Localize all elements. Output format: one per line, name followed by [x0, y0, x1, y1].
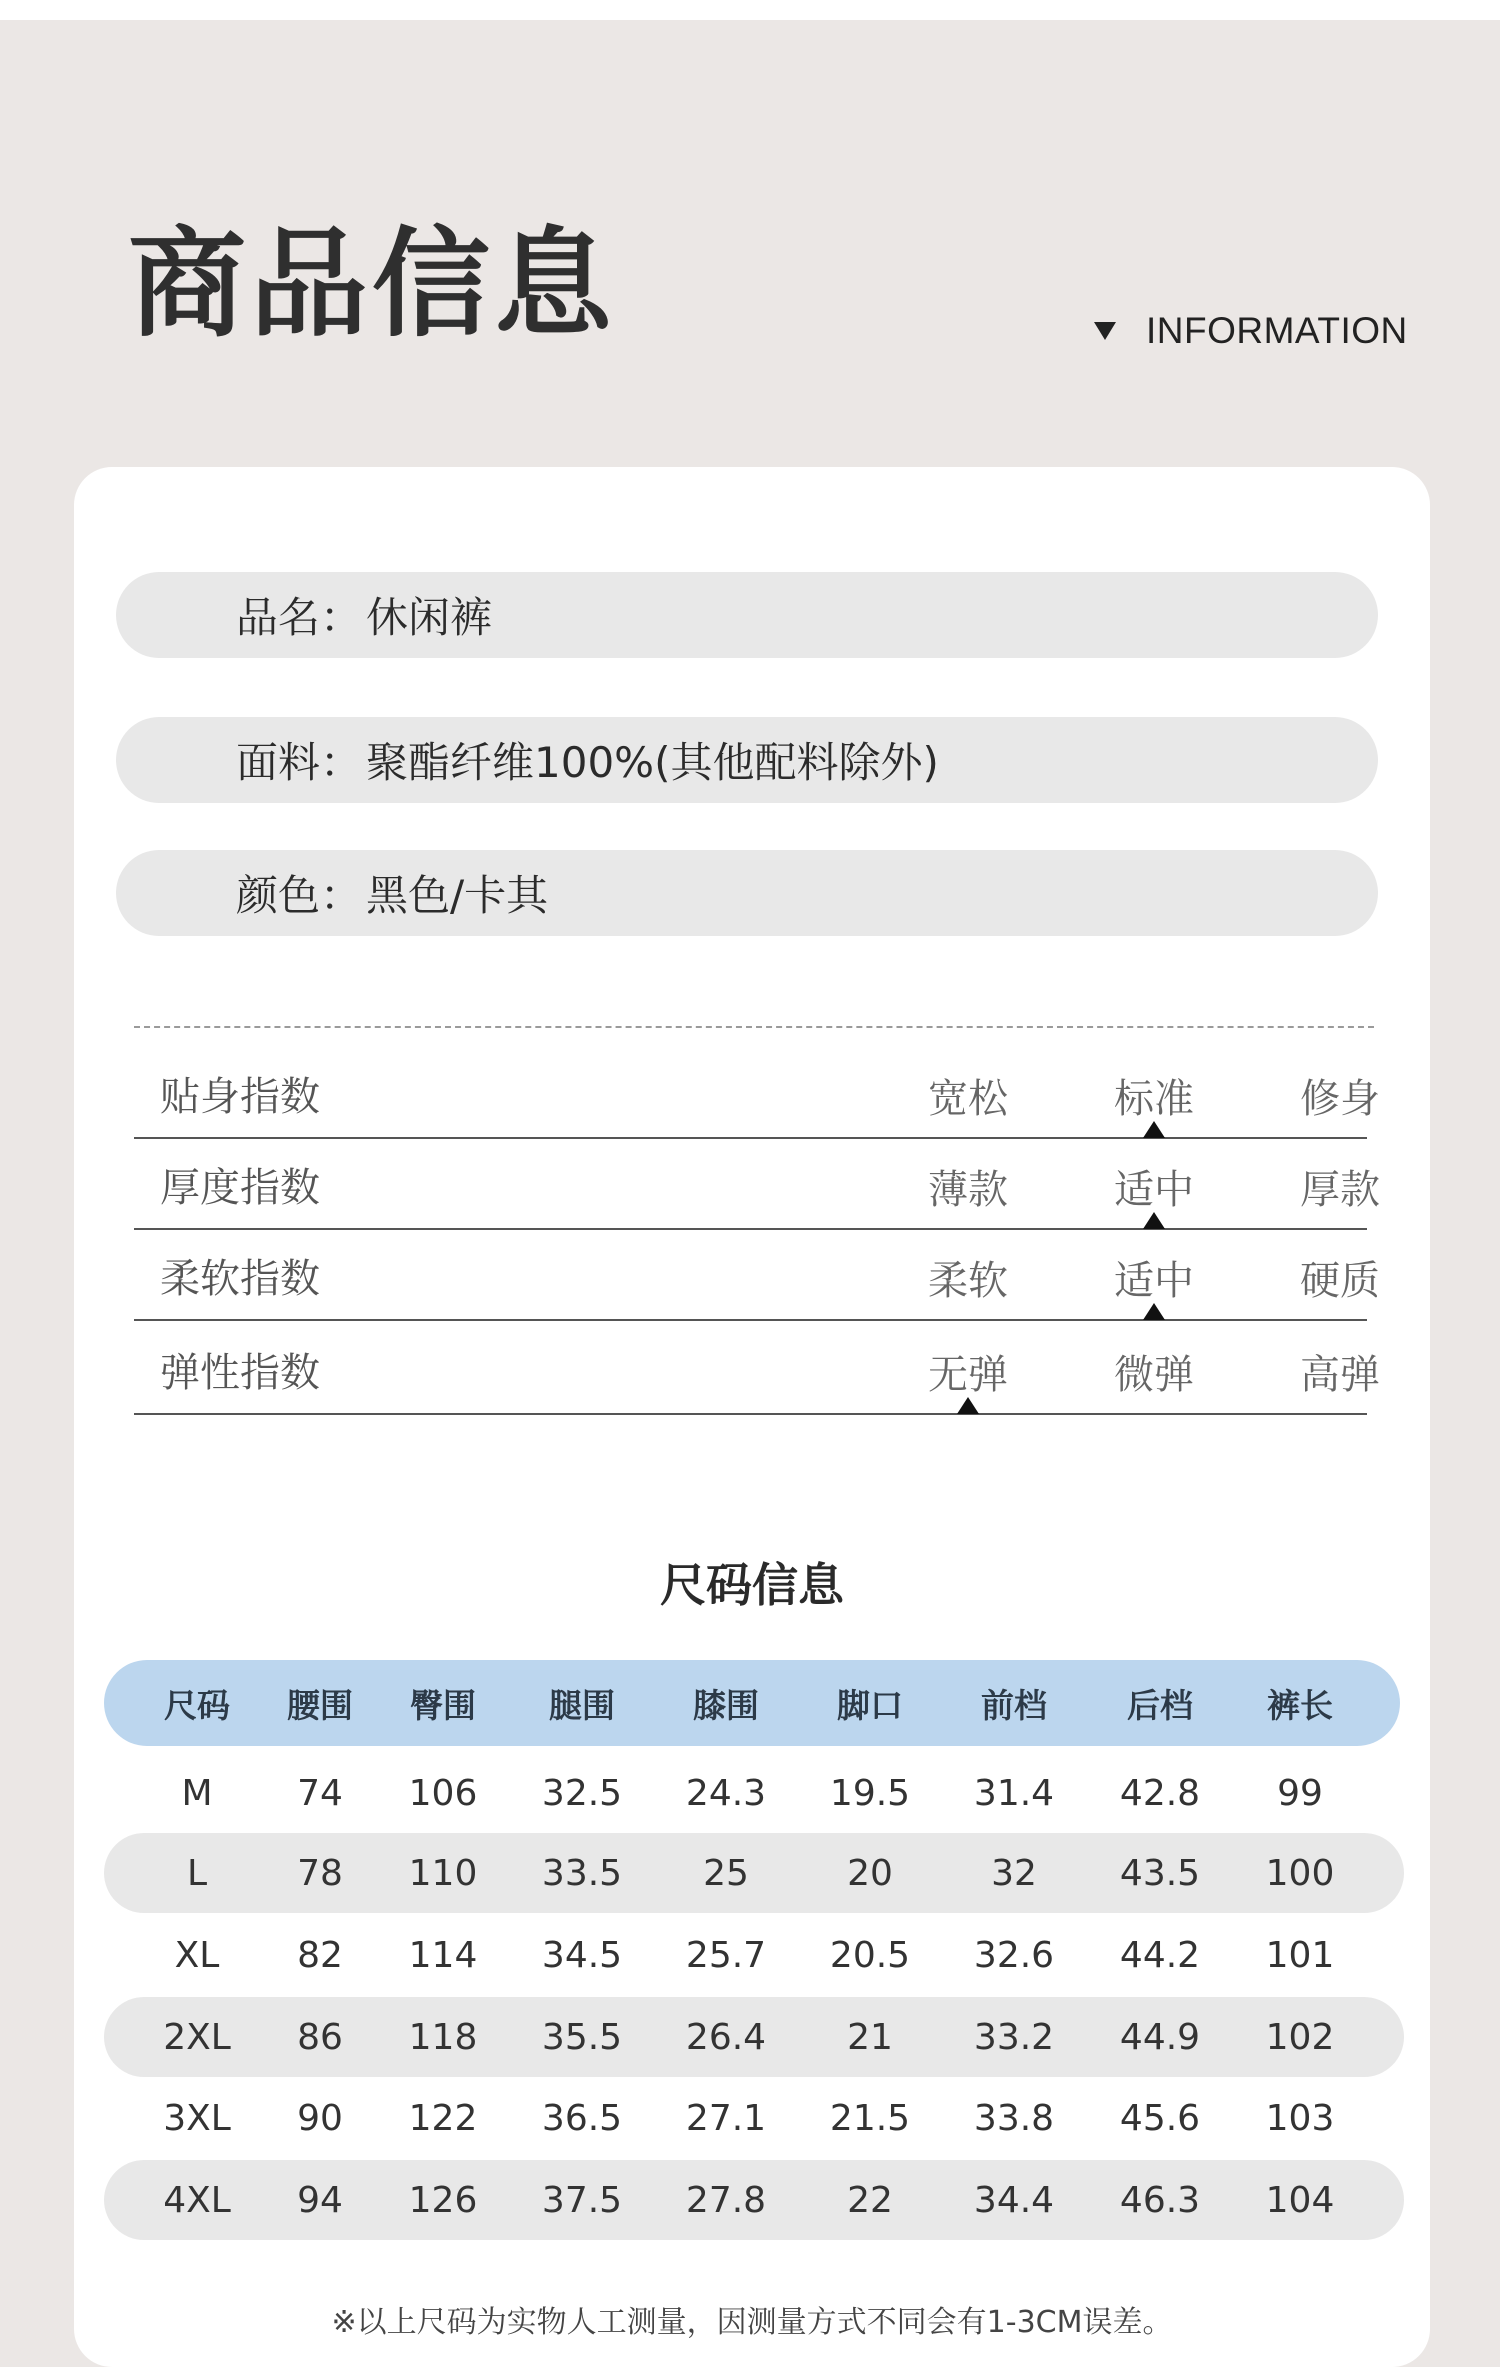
size-header-cell: 腰围: [287, 1685, 353, 1725]
table-cell: M: [181, 1772, 213, 1814]
size-header-cell: 膝围: [693, 1685, 759, 1725]
index-option: 修身: [1300, 1076, 1380, 1122]
table-cell: 33.2: [973, 2016, 1055, 2058]
table-cell: 21: [847, 2016, 893, 2058]
table-cell: 32.6: [973, 1934, 1055, 1976]
table-row: [104, 1833, 1404, 1913]
table-cell: 22: [847, 2179, 893, 2221]
table-cell: 42.8: [1119, 1772, 1201, 1814]
page-title: 商品信息: [128, 215, 617, 353]
index-option: 柔软: [928, 1258, 1008, 1304]
table-cell: 21.5: [829, 2097, 911, 2139]
index-option: 适中: [1114, 1258, 1194, 1304]
table-row: [104, 2160, 1404, 2240]
measurement-note: ※以上尺码为实物人工测量，因测量方式不同会有1-3CM误差。: [331, 2305, 1173, 2340]
table-cell: 86: [297, 2016, 343, 2058]
table-cell: 2XL: [163, 2016, 231, 2058]
triangle-marker-icon: [1143, 1121, 1165, 1138]
table-cell: 33.5: [541, 1852, 623, 1894]
table-cell: XL: [174, 1934, 220, 1976]
table-cell: 45.6: [1119, 2097, 1201, 2139]
table-cell: 20: [847, 1852, 893, 1894]
index-option: 标准: [1114, 1076, 1194, 1122]
table-cell: 43.5: [1119, 1852, 1201, 1894]
index-row: [134, 1229, 1380, 1321]
table-cell: 19.5: [829, 1772, 911, 1814]
table-cell: 78: [297, 1852, 343, 1894]
table-cell: 118: [408, 2016, 478, 2058]
table-row: [104, 1753, 1404, 1833]
table-cell: 26.4: [685, 2016, 767, 2058]
triangle-marker-icon: [1143, 1303, 1165, 1320]
index-row: [134, 1323, 1380, 1415]
table-cell: 110: [408, 1852, 478, 1894]
size-header-cell: 尺码: [164, 1685, 230, 1725]
field-key: 面料：: [236, 738, 363, 787]
table-cell: 44.9: [1119, 2016, 1201, 2058]
table-cell: 35.5: [541, 2016, 623, 2058]
index-name: 弹性指数: [160, 1350, 320, 1396]
table-cell: 82: [297, 1934, 343, 1976]
table-cell: 3XL: [163, 2097, 231, 2139]
table-cell: 46.3: [1119, 2179, 1201, 2221]
index-option: 微弹: [1114, 1352, 1194, 1398]
index-row: [134, 1138, 1380, 1230]
table-cell: 4XL: [163, 2179, 231, 2221]
size-header-cell: 前档: [981, 1685, 1047, 1725]
size-header-cell: 后档: [1127, 1685, 1193, 1725]
index-name: 厚度指数: [160, 1165, 320, 1211]
table-row: [104, 1997, 1404, 2077]
table-cell: 114: [408, 1934, 478, 1976]
index-name: 柔软指数: [160, 1256, 320, 1302]
table-cell: 126: [408, 2179, 478, 2221]
index-option: 适中: [1114, 1167, 1194, 1213]
index-option: 高弹: [1300, 1352, 1380, 1398]
product-card: [74, 467, 1430, 2367]
index-option: 厚款: [1300, 1167, 1380, 1213]
table-cell: 32: [991, 1852, 1037, 1894]
index-option: 硬质: [1300, 1258, 1380, 1304]
product-name-field: [116, 572, 1378, 658]
table-cell: 94: [297, 2179, 343, 2221]
table-cell: 31.4: [973, 1772, 1055, 1814]
information-tag: [1094, 312, 1408, 349]
index-option: 无弹: [928, 1352, 1008, 1398]
table-cell: 44.2: [1119, 1934, 1201, 1976]
field-value: 黑色/卡其: [366, 871, 549, 920]
table-cell: 32.5: [541, 1772, 623, 1814]
field-value: 聚酯纤维100%(其他配料除外): [366, 738, 939, 787]
table-cell: 37.5: [541, 2179, 623, 2221]
triangle-marker-icon: [1143, 1212, 1165, 1229]
index-option: 宽松: [928, 1076, 1008, 1122]
field-key: 品名：: [236, 593, 363, 642]
triangle-down-icon: [1094, 322, 1116, 340]
table-cell: 27.1: [685, 2097, 767, 2139]
size-header-cell: 脚口: [837, 1685, 903, 1725]
table-cell: 74: [297, 1772, 343, 1814]
size-header-cell: 裤长: [1267, 1685, 1333, 1725]
table-cell: 102: [1265, 2016, 1335, 2058]
dashed-divider: [134, 1026, 1374, 1028]
table-cell: 25.7: [685, 1934, 767, 1976]
field-key: 颜色：: [236, 871, 363, 920]
table-cell: 122: [408, 2097, 478, 2139]
table-cell: 27.8: [685, 2179, 767, 2221]
size-header-cell: 腿围: [549, 1685, 615, 1725]
index-name: 贴身指数: [160, 1074, 320, 1120]
table-row: [104, 1915, 1404, 1995]
table-cell: 103: [1265, 2097, 1335, 2139]
table-cell: 100: [1265, 1852, 1335, 1894]
index-row: [134, 1047, 1380, 1139]
table-cell: 20.5: [829, 1934, 911, 1976]
table-cell: 33.8: [973, 2097, 1055, 2139]
field-value: 休闲裤: [366, 593, 493, 642]
table-cell: 25: [703, 1852, 749, 1894]
size-title: 尺码信息: [660, 1558, 844, 1612]
table-cell: 101: [1265, 1934, 1335, 1976]
table-cell: 34.5: [541, 1934, 623, 1976]
table-cell: 106: [408, 1772, 478, 1814]
table-cell: 90: [297, 2097, 343, 2139]
fabric-field: [116, 717, 1378, 803]
table-cell: 24.3: [685, 1772, 767, 1814]
size-header-cell: 臀围: [410, 1685, 476, 1725]
color-field: [116, 850, 1378, 936]
table-cell: 104: [1265, 2179, 1335, 2221]
top-strip: [0, 0, 1500, 20]
table-cell: L: [186, 1852, 208, 1894]
table-row: [104, 2078, 1404, 2158]
table-cell: 99: [1277, 1772, 1323, 1814]
table-cell: 34.4: [973, 2179, 1055, 2221]
size-table-header: [104, 1660, 1400, 1746]
triangle-marker-icon: [957, 1397, 979, 1414]
table-cell: 36.5: [541, 2097, 623, 2139]
index-option: 薄款: [928, 1167, 1008, 1213]
information-label: INFORMATION: [1146, 310, 1408, 351]
